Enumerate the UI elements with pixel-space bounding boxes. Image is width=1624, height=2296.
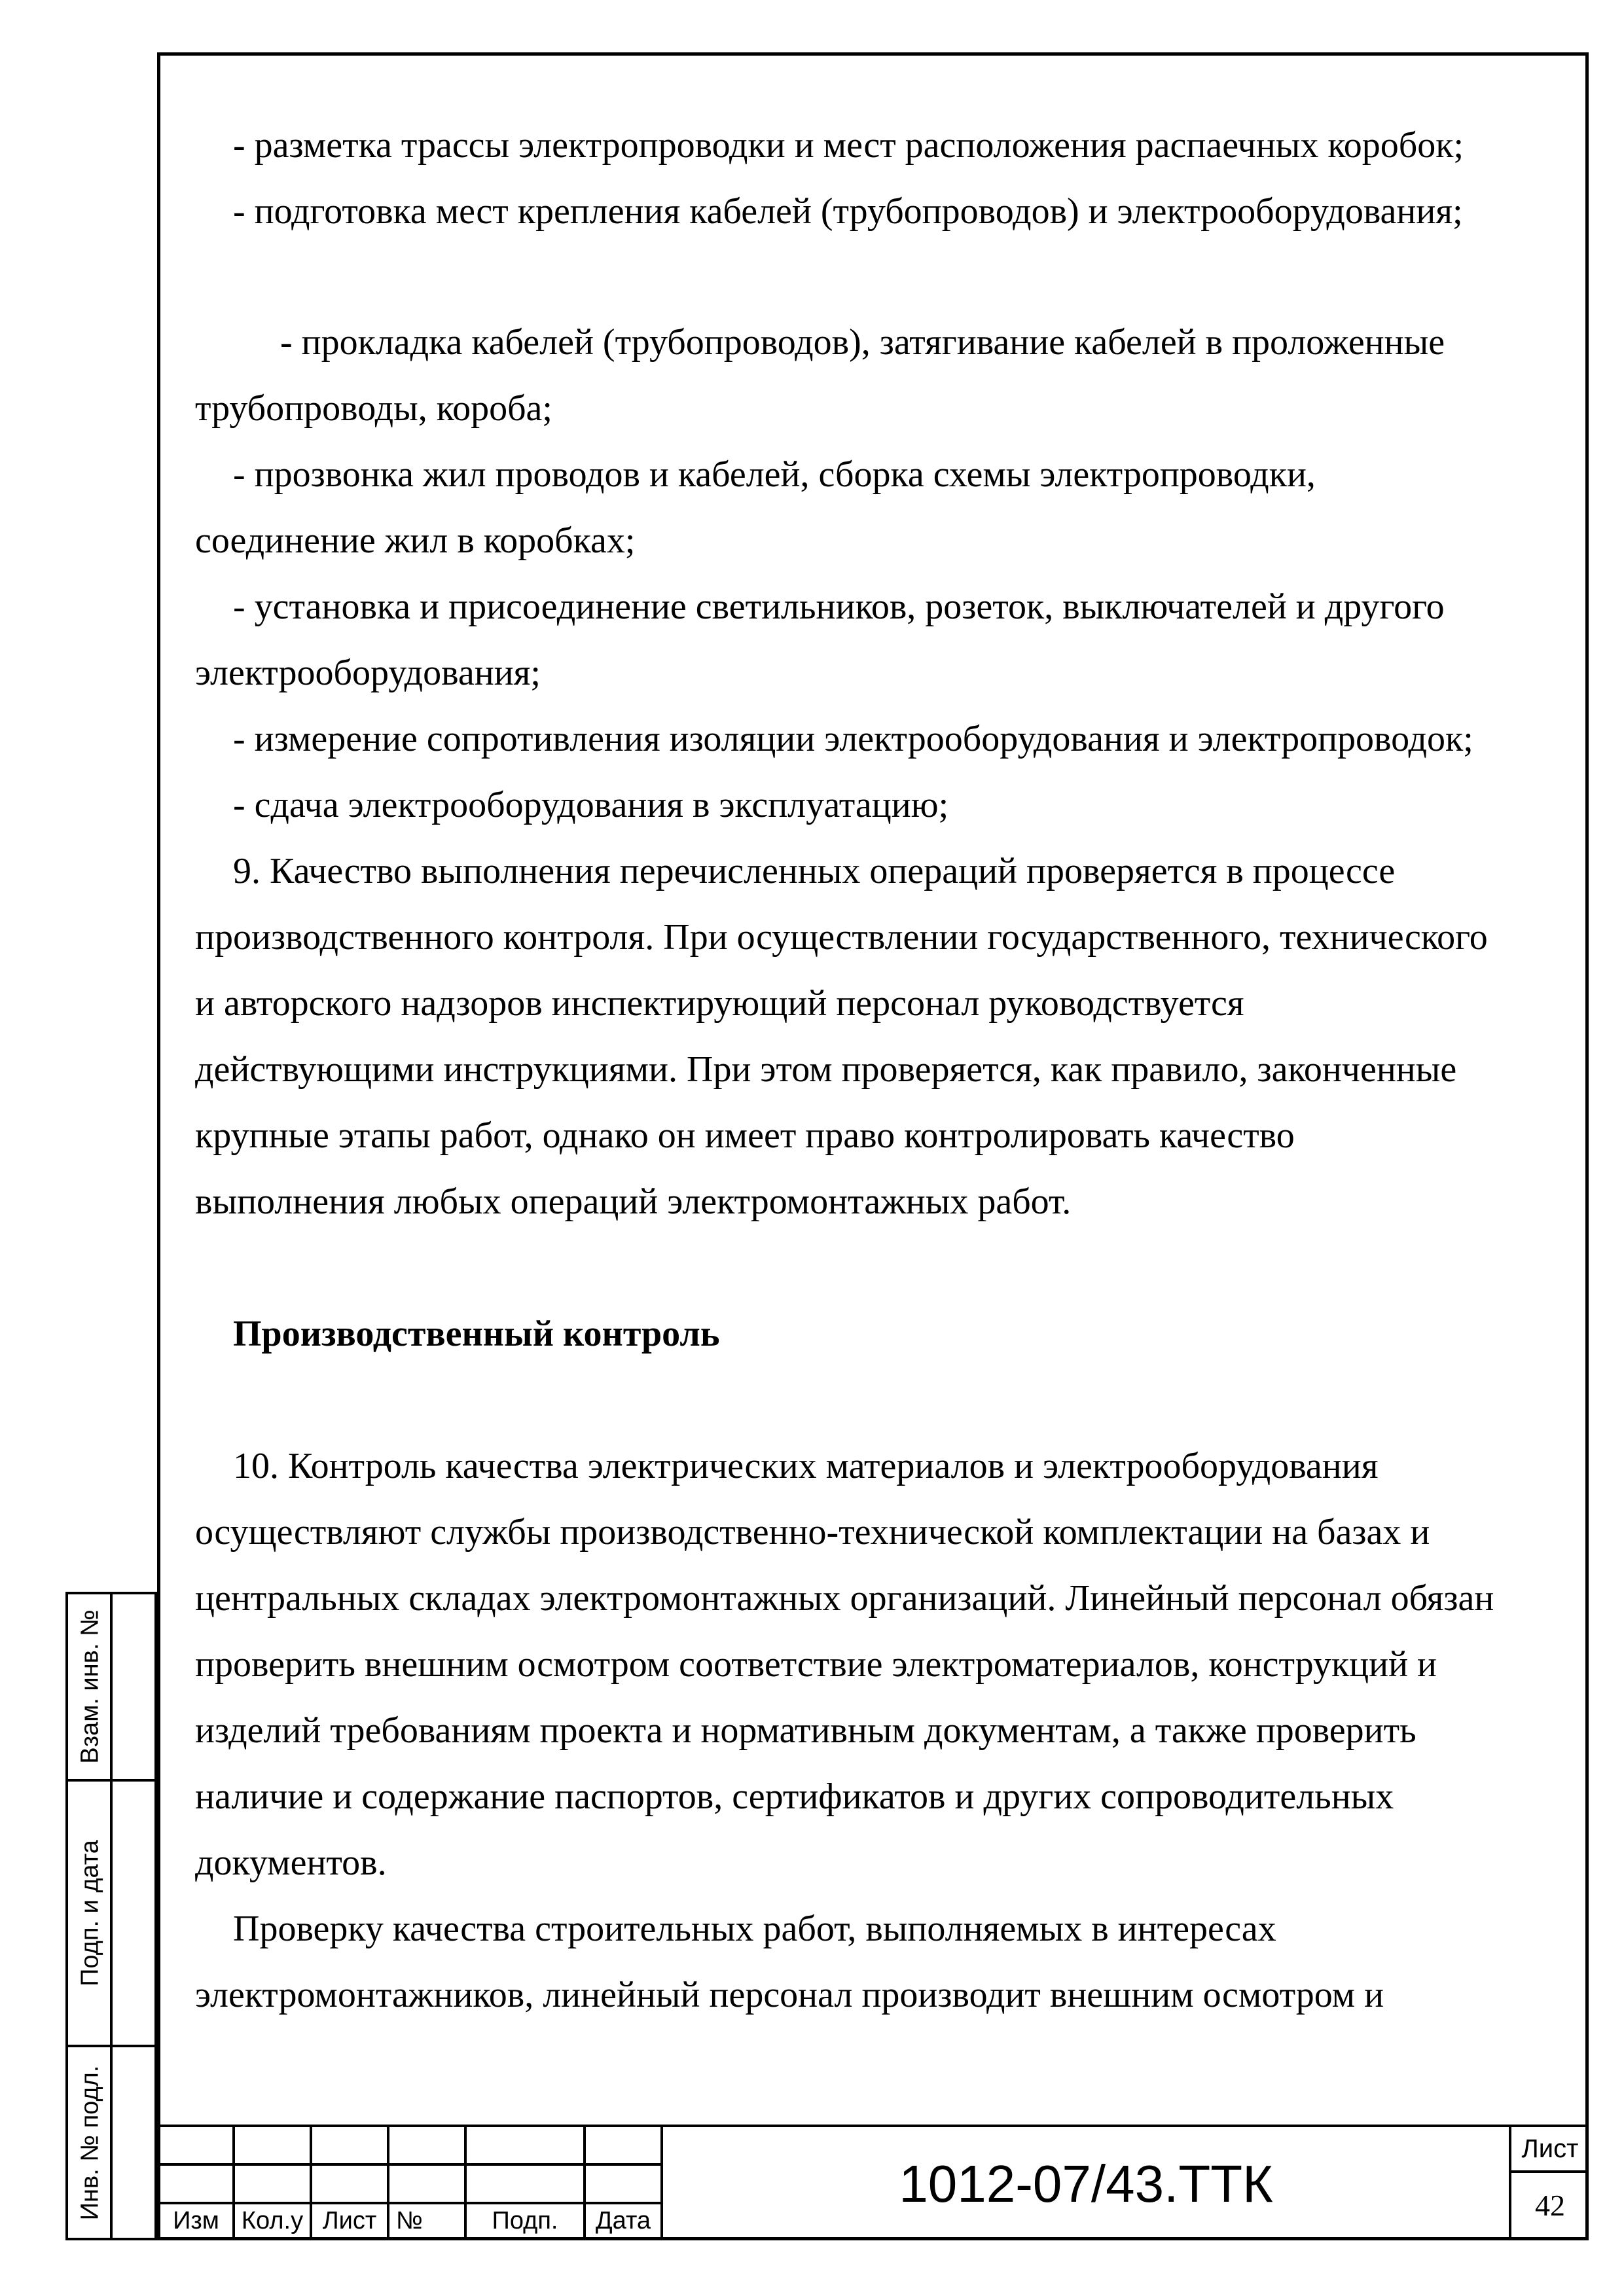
body-line: трубопроводы, короба; — [195, 388, 552, 429]
body-line: центральных складах электромонтажных организаций. Линейный персонал обязан — [195, 1578, 1494, 1619]
body-line: и авторского надзоров инспектирующий персонал руководствуется — [195, 983, 1244, 1024]
body-line: - измерение сопротивления изоляции электрооборудования и электропроводок; — [233, 719, 1473, 759]
body-line: - разметка трассы электропроводки и мест расположения распаечных коробок; — [233, 125, 1464, 166]
body-line: производственного контроля. При осуществлении государственного, технического — [195, 917, 1488, 958]
sheet-label: Лист — [1521, 2134, 1579, 2163]
col-list: Лист — [322, 2207, 377, 2234]
body-line: - установка и присоединение светильников, розеток, выключателей и другого — [233, 586, 1445, 627]
body-line: изделий требованиям проекта и нормативным документам, а также проверить — [195, 1710, 1416, 1751]
body-line: - прокладка кабелей (трубопроводов), затягивание кабелей в проложенные — [280, 322, 1445, 363]
stamp-podp-data — [65, 1779, 157, 2047]
col-num: № — [396, 2207, 423, 2234]
body-line: - подготовка мест крепления кабелей (трубопроводов) и электрооборудования; — [233, 191, 1463, 232]
stamp-inv-podl-label: Инв. № подл. — [76, 2065, 104, 2220]
body-line: выполнения любых операций электромонтажных работ. — [195, 1181, 1072, 1222]
stamp-podp-data-label: Подп. и дата — [76, 1840, 104, 1986]
body-line: наличие и содержание паспортов, сертификатов и других сопроводительных — [195, 1776, 1394, 1817]
sheet-number: 42 — [1535, 2189, 1565, 2222]
body-line: Проверку качества строительных работ, выполняемых в интересах — [233, 1909, 1276, 1949]
body-line: документов. — [195, 1842, 387, 1883]
stamp-vzam-inv — [65, 1592, 157, 1782]
body-line: 10. Контроль качества электрических материалов и электрооборудования — [233, 1446, 1379, 1486]
body-line: действующими инструкциями. При этом проверяется, как правило, законченные — [195, 1049, 1457, 1090]
body-line: крупные этапы работ, однако он имеет право контролировать качество — [195, 1115, 1295, 1156]
body-line: электрооборудования; — [195, 653, 541, 693]
col-podp: Подп. — [492, 2207, 558, 2234]
body-line: 9. Качество выполнения перечисленных операций проверяется в процессе — [233, 851, 1396, 891]
body-line: соединение жил в коробках; — [195, 520, 636, 561]
body-line: проверить внешним осмотром соответствие электроматериалов, конструкций и — [195, 1644, 1437, 1685]
body-line: - сдача электрооборудования в эксплуатацию; — [233, 785, 949, 825]
body-line: электромонтажников, линейный персонал производит внешним осмотром и — [195, 1975, 1384, 2015]
stamp-inv-podl — [65, 2045, 157, 2240]
col-data: Дата — [595, 2207, 651, 2234]
section-heading: Производственный контроль — [233, 1314, 720, 1354]
col-izm: Изм — [173, 2207, 219, 2234]
stamp-vzam-inv-label: Взам. инв. № — [76, 1609, 104, 1764]
body-line: осуществляют службы производственно-технической комплектации на базах и — [195, 1512, 1430, 1552]
body-line: - прозвонка жил проводов и кабелей, сборка схемы электропроводки, — [233, 454, 1316, 495]
document-code: 1012-07/43.ТТК — [899, 2155, 1273, 2213]
col-kol: Кол.у — [241, 2207, 304, 2234]
